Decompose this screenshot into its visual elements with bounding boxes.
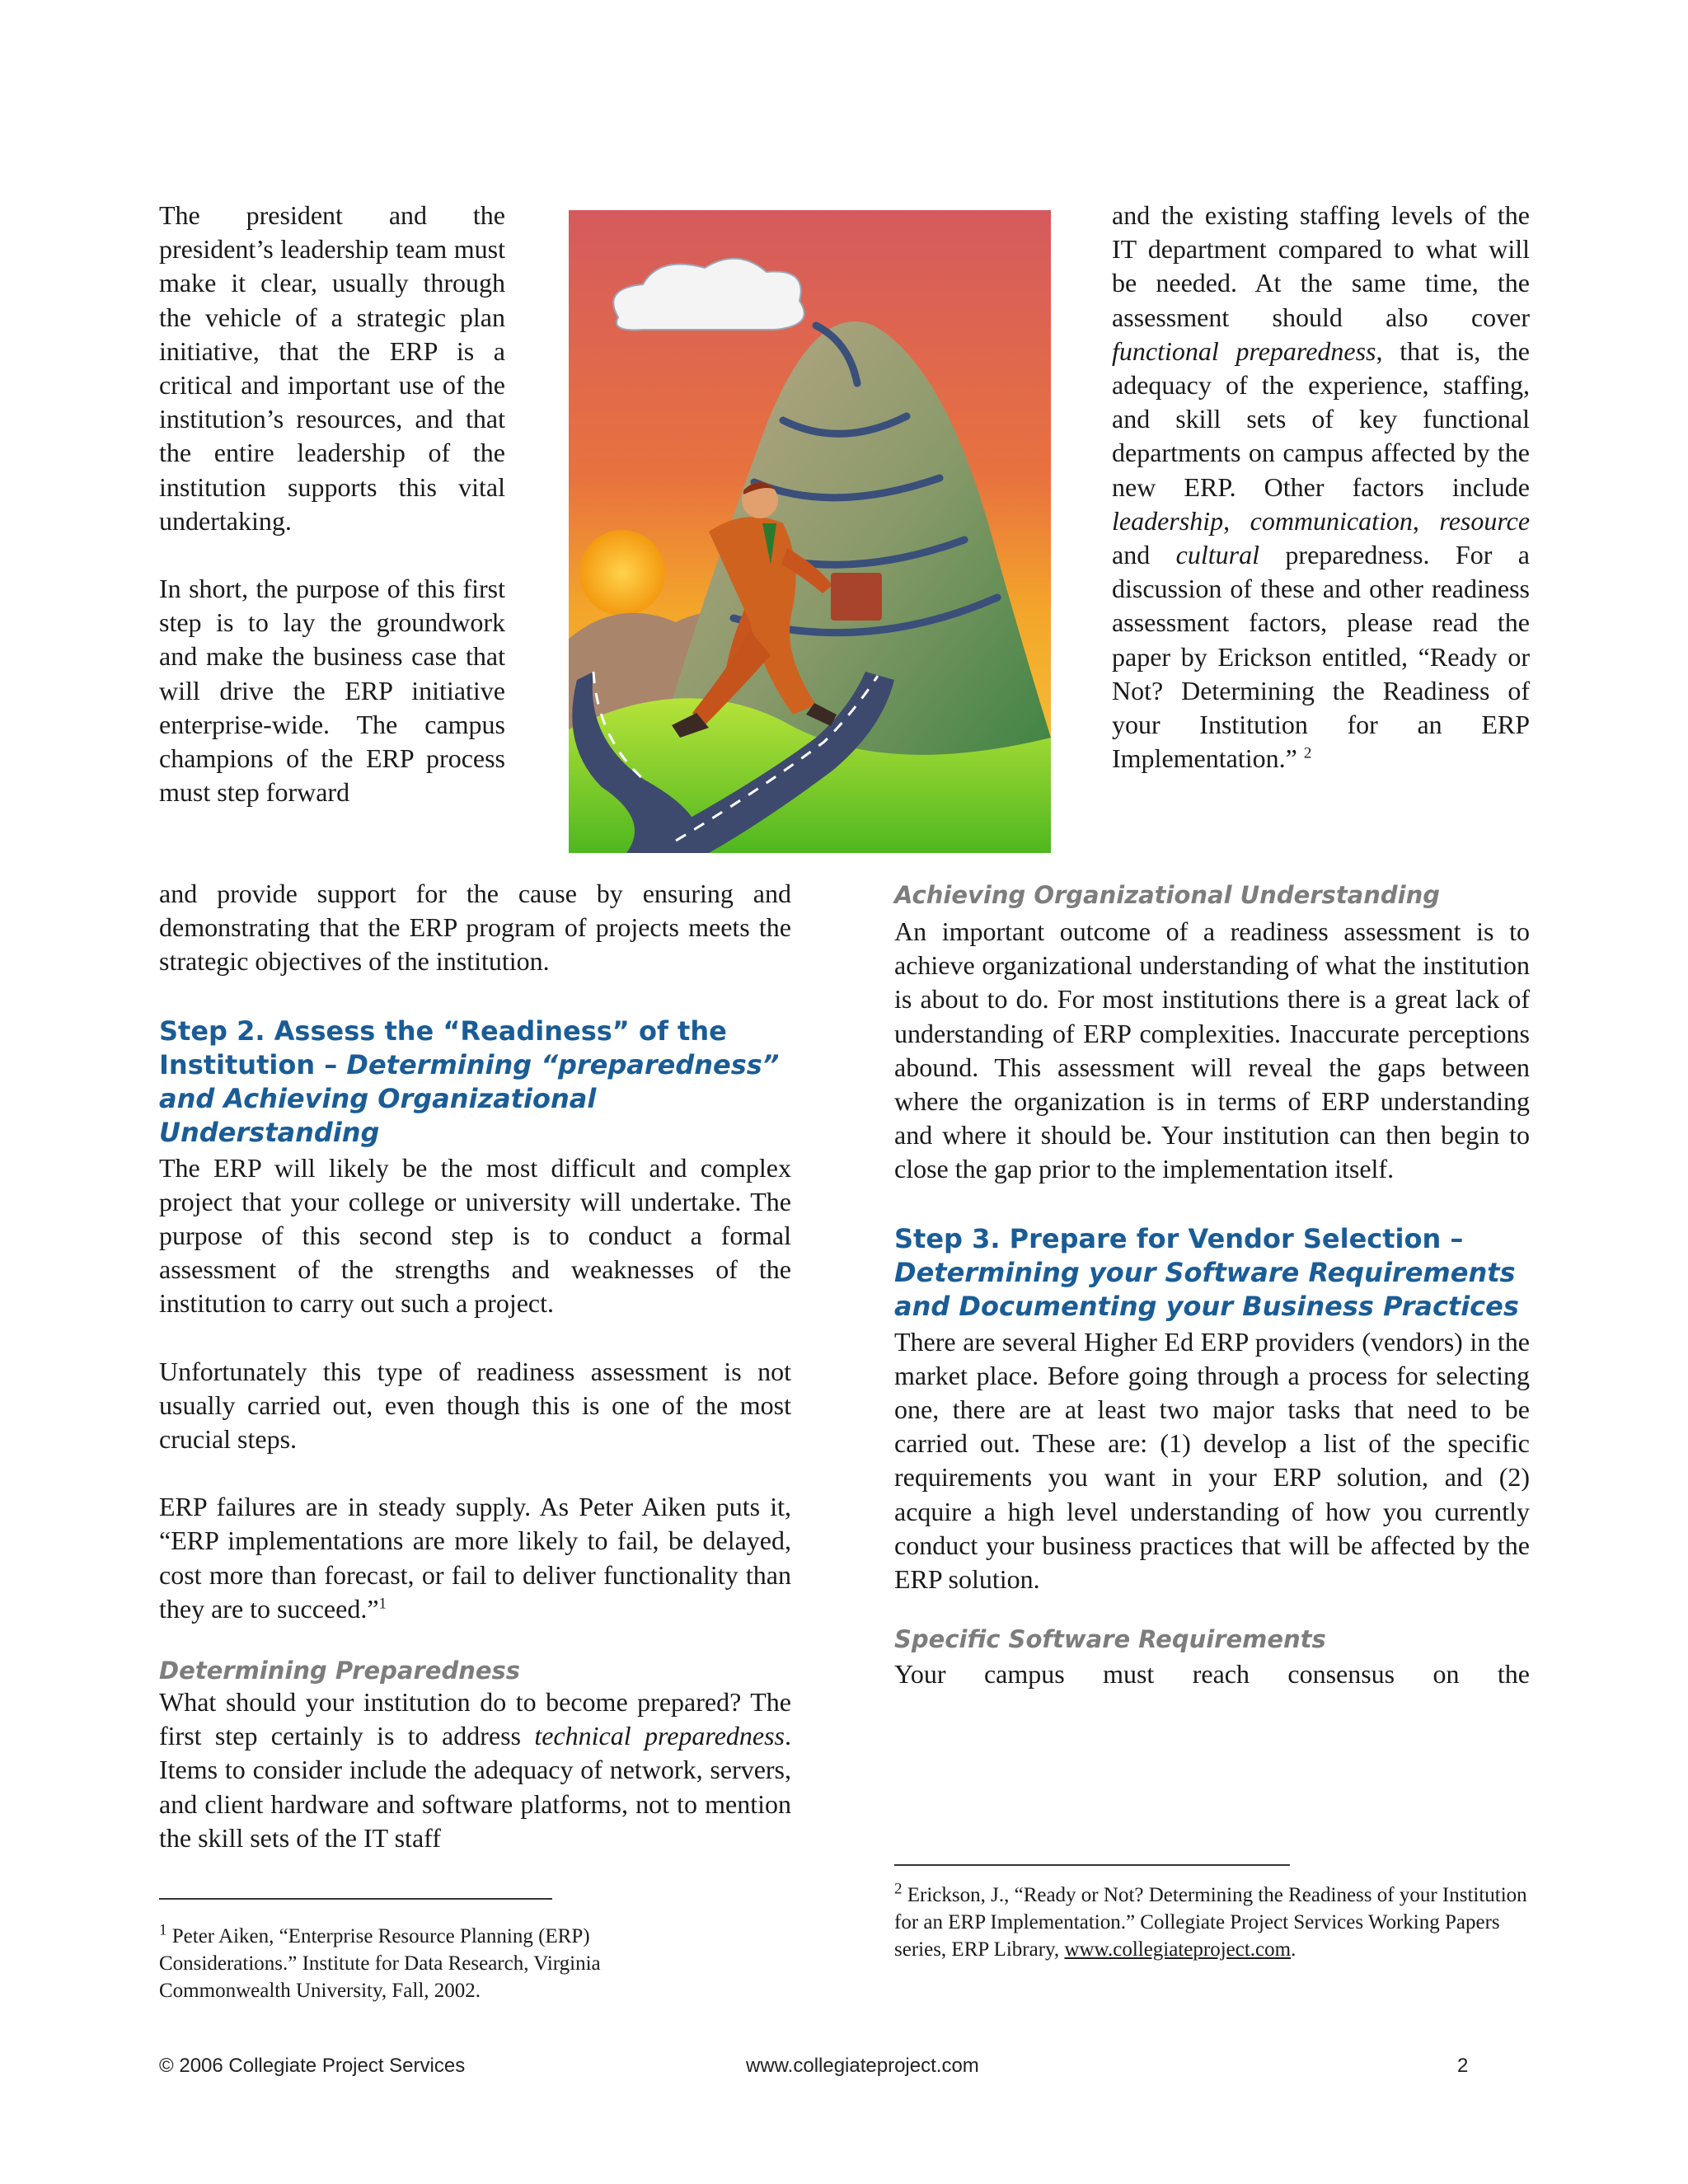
- resource-term: resource: [1439, 505, 1531, 536]
- footnote-ref-1[interactable]: 1: [378, 1595, 387, 1613]
- step3-heading-italic: Determining your Software Requirements and Documenting your Business Practices: [894, 1256, 1519, 1322]
- determining-preparedness-subhead: Determining Preparedness: [159, 1657, 521, 1685]
- step2-heading: [159, 1015, 791, 1150]
- preparedness-text-a: What should your institution do to become prepared? The first step certainly is to address: [159, 1687, 791, 1751]
- footnote-rule-right: [894, 1864, 1290, 1866]
- communication-term: communication: [1250, 505, 1413, 536]
- factors-text-f: preparedness. For a discussion of these and other readiness assessment factors, please read the paper by Erickson entitled, “Ready or Not? Determining the Readiness of your Institution for an ERP Implementation.”: [1112, 540, 1531, 774]
- right-column: [894, 880, 1530, 1691]
- left-column: [159, 877, 791, 1855]
- footer-copyright: © 2006 Collegiate Project Services: [159, 2055, 466, 2077]
- left-narrow-column: [159, 199, 505, 809]
- paragraph-readiness-rare: Unfortunately this type of readiness assessment is not usually carried out, even though this is one of the most crucial steps.: [159, 1356, 791, 1455]
- footer-website[interactable]: www.collegiateproject.com: [746, 2055, 979, 2077]
- factors-and: and: [1112, 540, 1176, 570]
- businessman-climbing-mountain-illustration: [569, 210, 1051, 853]
- achieving-understanding-subhead: Achieving Organizational Understanding: [894, 881, 1441, 909]
- factors-text-a: and the existing staffing levels of the IT department compared to what will be needed. At the same time, the assessment should also cover: [1112, 200, 1530, 332]
- preparedness-text-b: . Items to consider include the adequacy of network, servers, and client hardware and software platforms, not to mention the skill sets of the IT staff: [159, 1721, 792, 1853]
- paragraph-erp-failures: [159, 1490, 791, 1626]
- footnote-1-number: 1: [159, 1921, 167, 1939]
- cultural-term: cultural: [1175, 540, 1259, 570]
- footnote-1-text: Peter Aiken, “Enterprise Resource Planning (ERP) Considerations.” Institute for Data Research, Virginia Commonwealth University, Fall, 2002.: [159, 1925, 601, 2002]
- factors-comma-1: ,: [1223, 505, 1250, 536]
- footnote-2-link[interactable]: www.collegiateproject.com: [1064, 1938, 1292, 1961]
- footnote-1: [159, 1923, 711, 2004]
- paragraph-step2-intro: The ERP will likely be the most difficult and complex project that your college or university will undertake. The purpose of this second step is to conduct a formal assessment of the strengths and weaknesses of the institution to carry out such a project.: [159, 1152, 791, 1319]
- technical-preparedness-term: technical preparedness: [534, 1721, 785, 1751]
- footnote-rule-left: [159, 1898, 552, 1900]
- step2-heading-main: Step 2. Assess the “Readiness” of the Institution –: [159, 1015, 727, 1080]
- footer-page-number: 2: [1457, 2055, 1469, 2077]
- footnote-2: [894, 1882, 1537, 1963]
- software-requirements-subhead: Specific Software Requirements: [894, 1625, 1326, 1654]
- factors-comma-2: ,: [1412, 505, 1440, 536]
- factors-text-b: , that is, the adequacy of the experience, staffing, and skill sets of key functional departments on campus affected by the new ERP. Other factors include: [1112, 335, 1531, 502]
- sun-shape: [579, 530, 665, 616]
- step3-heading: [894, 1222, 1530, 1324]
- footnote-2-end: .: [1291, 1938, 1296, 1961]
- paragraph-purpose-wrapped: In short, the purpose of this first step is to lay the groundwork and make the business case that will drive the ERP initiative enterprise-wide. The campus champions of the ERP process must step forward: [159, 574, 505, 808]
- paragraph-leadership: The president and the president’s leadership team must make it clear, usually through the vehicle of a strategic plan initiative, that the ERP is a critical and important use of the institution’s resources, and that the entire leadership of the institution supports this vital undertaking.: [159, 200, 505, 536]
- leadership-term: leadership: [1112, 505, 1224, 536]
- paragraph-org-understanding: An important outcome of a readiness assessment is to achieve organizational understanding of what the institution is about to do. For most institutions there is a great lack of understanding of ERP complexities. Inaccurate perceptions abound. This assessment will reveal the gaps between where the organization is in terms of ERP understanding and where it should be. Your institution can then begin to close the gap prior to the implementation itself.: [894, 916, 1530, 1184]
- paragraph-consensus: Your campus must reach consensus on the: [894, 1659, 1530, 1690]
- paragraph-preparedness: [159, 1685, 791, 1855]
- functional-preparedness-term: functional preparedness: [1112, 335, 1376, 366]
- step3-heading-main: Step 3. Prepare for Vendor Selection –: [894, 1222, 1464, 1254]
- paragraph-preparedness-factors: [1112, 199, 1530, 776]
- step2-heading-italic: Determining “preparedness” and Achieving Organizational Understanding: [159, 1048, 780, 1148]
- footnote-2-number: 2: [894, 1880, 903, 1898]
- footnote-ref-2[interactable]: 2: [1303, 744, 1312, 762]
- paragraph-vendor-selection: There are several Higher Ed ERP providers (vendors) in the market place. Before going through a process for selecting one, there are at least two major tasks that need to be carried out. These are: (1) develop a list of the specific requirements you want in your ERP solution, and (2) acquire a high level understanding of how you currently conduct your business practices that will be affected by the ERP solution.: [894, 1326, 1530, 1595]
- erp-failures-text: ERP failures are in steady supply. As Peter Aiken puts it, “ERP implementations are more likely to fail, be delayed, cost more than forecast, or fail to deliver functionality than they are to succeed.”: [159, 1492, 791, 1624]
- footnote-2-text: Erickson, J., “Ready or Not? Determining the Readiness of your Institution for an ERP Implementation.” Collegiate Project Services Working Papers series, ERP Library,: [894, 1884, 1527, 1961]
- briefcase-icon: [831, 573, 882, 621]
- paragraph-purpose-continued: and provide support for the cause by ensuring and demonstrating that the ERP program of projects meets the strategic objectives of the institution.: [159, 879, 791, 977]
- right-narrow-column: [1112, 199, 1530, 776]
